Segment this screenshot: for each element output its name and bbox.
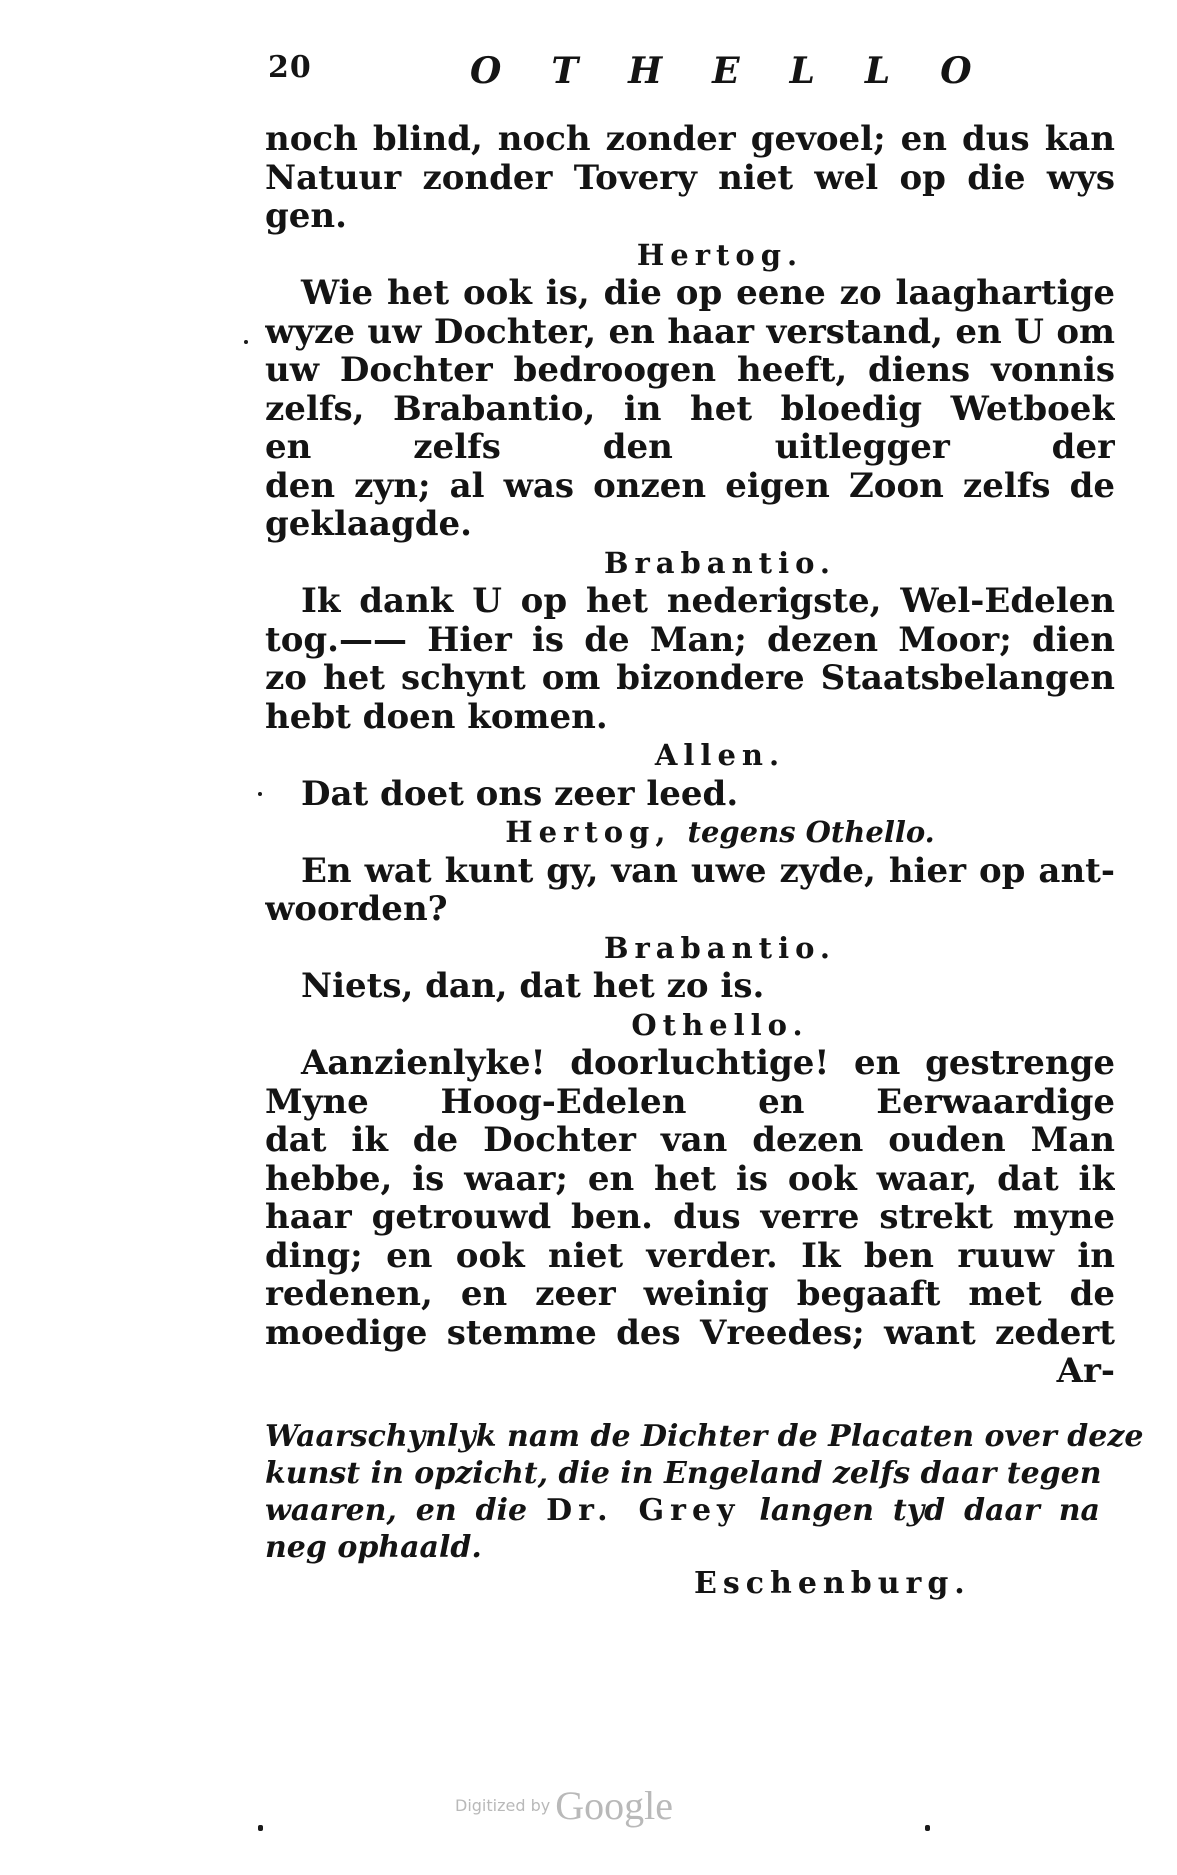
footnote-line: neg ophaald. <box>265 1530 482 1565</box>
text-line: uw Dochter bedroogen heeft, diens vonnis <box>265 351 1115 390</box>
text-line: Niets, dan, dat het zo is. <box>301 967 765 1006</box>
footnote-signature: Eschenburg. <box>694 1566 971 1601</box>
text-line: noch blind, noch zonder gevoel; en dus kan <box>265 120 1115 159</box>
cited-name: Dr. Grey <box>546 1493 741 1528</box>
watermark-prefix: Digitized by <box>455 1796 551 1815</box>
text-line: Wie het ook is, die op eene zo laaghartige <box>301 274 1115 313</box>
text-line: Dat doet ons zeer leed. <box>301 774 739 813</box>
stage-direction: tegens Othello. <box>687 815 935 849</box>
speaker-heading: Othello. <box>631 1007 809 1042</box>
play-text <box>265 120 1115 1391</box>
speaker-heading: Allen. <box>654 738 786 772</box>
text-line: Ik dank U op het nederigste, Wel-Edelen <box>301 582 1115 621</box>
text-line: en zelfs den uitlegger der <box>265 428 1115 467</box>
text-line: geklaagde. <box>265 505 472 544</box>
text-line: zo het schynt om bizondere Staatsbelangen <box>265 659 1115 698</box>
speaker-name: Hertog, <box>505 815 672 849</box>
footnote <box>265 1418 1144 1566</box>
running-title: OTHELLO <box>470 50 1022 92</box>
speaker-heading: Brabantio. <box>603 545 837 580</box>
text-line: zelfs, Brabantio, in het bloedig Wetboek <box>265 389 1115 428</box>
text-line: wyze uw Dochter, en haar verstand, en U om <box>265 312 1115 351</box>
ink-speck <box>925 1825 930 1831</box>
text-line: ding; en ook niet verder. Ik ben ruuw in <box>265 1236 1115 1275</box>
ink-speck <box>258 792 262 796</box>
text-line: gen. <box>265 197 347 236</box>
text-line: hebt doen komen. <box>265 697 608 736</box>
footnote-line: Waarschynlyk nam de Dichter de Placaten over deze <box>265 1419 1144 1454</box>
digitization-watermark <box>455 1782 673 1829</box>
text-line: Aanzienlyke! doorluchtige! en gestrenge <box>301 1044 1115 1083</box>
footnote-fragment: waaren, en die <box>265 1493 528 1528</box>
text-line: Myne Hoog-Edelen en Eerwaardige <box>265 1082 1115 1121</box>
text-line: Natuur zonder Tovery niet wel op die wys <box>265 158 1115 197</box>
ink-speck <box>244 340 248 344</box>
footnote-fragment: langen tyd daar na <box>759 1493 1100 1528</box>
page-header <box>262 46 1022 96</box>
speaker-heading: Brabantio. <box>603 930 837 965</box>
text-line: dat ik de Dochter van dezen ouden Man <box>265 1121 1115 1160</box>
text-line: tog.—— Hier is de Man; dezen Moor; dien <box>265 620 1115 659</box>
speaker-heading: Hertog. <box>636 237 804 272</box>
google-logo: Google <box>555 1783 674 1828</box>
text-line: woorden? <box>265 890 448 929</box>
catchword: Ar- <box>1056 1352 1115 1391</box>
text-line: hebbe, is waar; en het is ook waar, dat ik <box>265 1159 1115 1198</box>
ink-speck <box>258 1825 263 1831</box>
footnote-line: kunst in opzicht, die in Engeland zelfs daar tegen <box>265 1456 1102 1491</box>
page-number: 20 <box>268 50 312 85</box>
text-line: En wat kunt gy, van uwe zyde, hier op ant- <box>301 851 1115 890</box>
speaker-heading-with-direction <box>265 813 1115 852</box>
text-line: den zyn; al was onzen eigen Zoon zelfs de <box>265 466 1115 505</box>
text-line: haar getrouwd ben. dus verre strekt myne <box>265 1198 1115 1237</box>
footnote-line <box>265 1492 1100 1529</box>
text-line: redenen, en zeer weinig begaaft met de <box>265 1275 1115 1314</box>
text-line: moedige stemme des Vreedes; want zedert <box>265 1313 1115 1352</box>
